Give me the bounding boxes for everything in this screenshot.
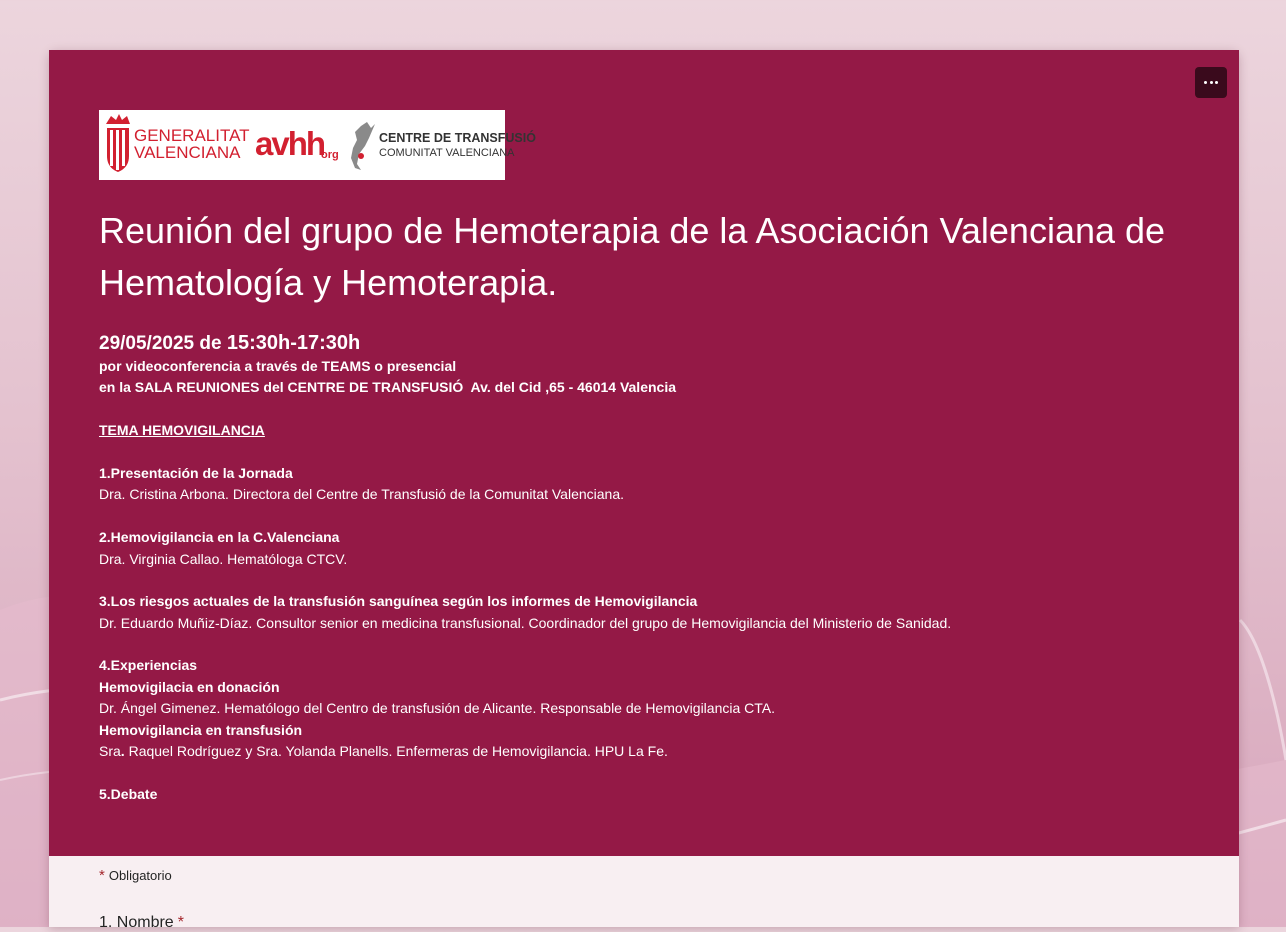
question-required-star: *: [177, 914, 184, 931]
agenda-item-speaker: Dr. Ángel Gimenez. Hematólogo del Centro de transfusión de Alicante. Responsable de Hemovigilancia CTA.: [99, 700, 775, 717]
spacer: [99, 570, 1199, 591]
question-title: [99, 914, 184, 932]
gva-name-line2: VALENCIANA: [134, 143, 241, 162]
required-star: *: [99, 867, 105, 884]
required-note-text: Obligatorio: [108, 868, 172, 883]
form-title: Reunión del grupo de Hemoterapia de la Asociación Valenciana de Hematología y Hemoterapia.: [99, 210, 1166, 303]
event-theme: TEMA HEMOVIGILANCIA: [99, 422, 265, 439]
spacer: [99, 634, 1199, 655]
agenda-item-title: 5.Debate: [99, 785, 158, 802]
speaker-prefix-dot: .: [120, 743, 125, 760]
question-label: 1. Nombre: [99, 914, 174, 931]
event-time: 15:30h-17:30h: [226, 332, 361, 354]
event-date-connector: de: [199, 333, 222, 354]
event-date-line: [99, 330, 1199, 356]
event-venue-line1: por videoconferencia a través de TEAMS o presencial: [99, 358, 457, 374]
agenda-item-title: 2.Hemovigilancia en la C.Valenciana: [99, 529, 340, 546]
gva-crest-icon: [106, 114, 130, 172]
event-date: 29/05/2025: [99, 333, 195, 354]
comunitat-valenciana-map-icon: [351, 122, 375, 170]
ellipsis-icon: [1204, 81, 1218, 85]
agenda-subitem-title: Hemovigilancia en transfusión: [99, 721, 303, 738]
agenda-item-speaker: [99, 741, 1199, 762]
required-note: [99, 867, 172, 884]
agenda-subitem-title: Hemovigilacia en donación: [99, 678, 280, 695]
gva-name-line1: GENERALITAT: [134, 126, 250, 145]
agenda-item-title: 4.Experiencias: [99, 657, 198, 674]
form-body: [49, 856, 1239, 931]
speaker-prefix: Sra: [99, 743, 121, 760]
avhh-logo-suffix: org: [321, 149, 339, 161]
ctcv-name-line1: CENTRE DE TRANSFUSIÓ: [379, 131, 536, 145]
agenda-item-speaker: Dr. Eduardo Muñiz-Díaz. Consultor senior en medicina transfusional. Coordinador del grupo de Hemovigilancia del Ministerio de Sanidad.: [99, 614, 952, 631]
event-venue-line2: en la SALA REUNIONES del CENTRE DE TRANSFUSIÓ Av. del Cid ,65 - 46014 Valencia: [99, 379, 677, 396]
ctcv-name-line2: COMUNITAT VALENCIANA: [379, 147, 515, 159]
form-description: [99, 330, 1199, 805]
spacer: [99, 442, 1199, 463]
agenda-item-speaker: Dra. Cristina Arbona. Directora del Centre de Transfusió de la Comunitat Valenciana.: [99, 486, 625, 503]
agenda-item-speaker: Dra. Virginia Callao. Hematóloga CTCV.: [99, 550, 348, 567]
form-card: [49, 50, 1239, 931]
avhh-logo-text: avhh: [255, 125, 325, 162]
form-header: [49, 50, 1239, 856]
agenda-item-title: 1.Presentación de la Jornada: [99, 464, 293, 481]
organization-logos: [99, 110, 536, 180]
speaker-names: Raquel Rodríguez y Sra. Yolanda Planells. Enfermeras de Hemovigilancia. HPU La Fe.: [124, 743, 668, 760]
spacer: [99, 399, 1199, 420]
more-options-button[interactable]: [1195, 67, 1227, 98]
agenda-item-title: 3.Los riesgos actuales de la transfusión sanguínea según los informes de Hemovigilancia: [99, 593, 698, 610]
spacer: [99, 506, 1199, 527]
spacer: [99, 762, 1199, 783]
